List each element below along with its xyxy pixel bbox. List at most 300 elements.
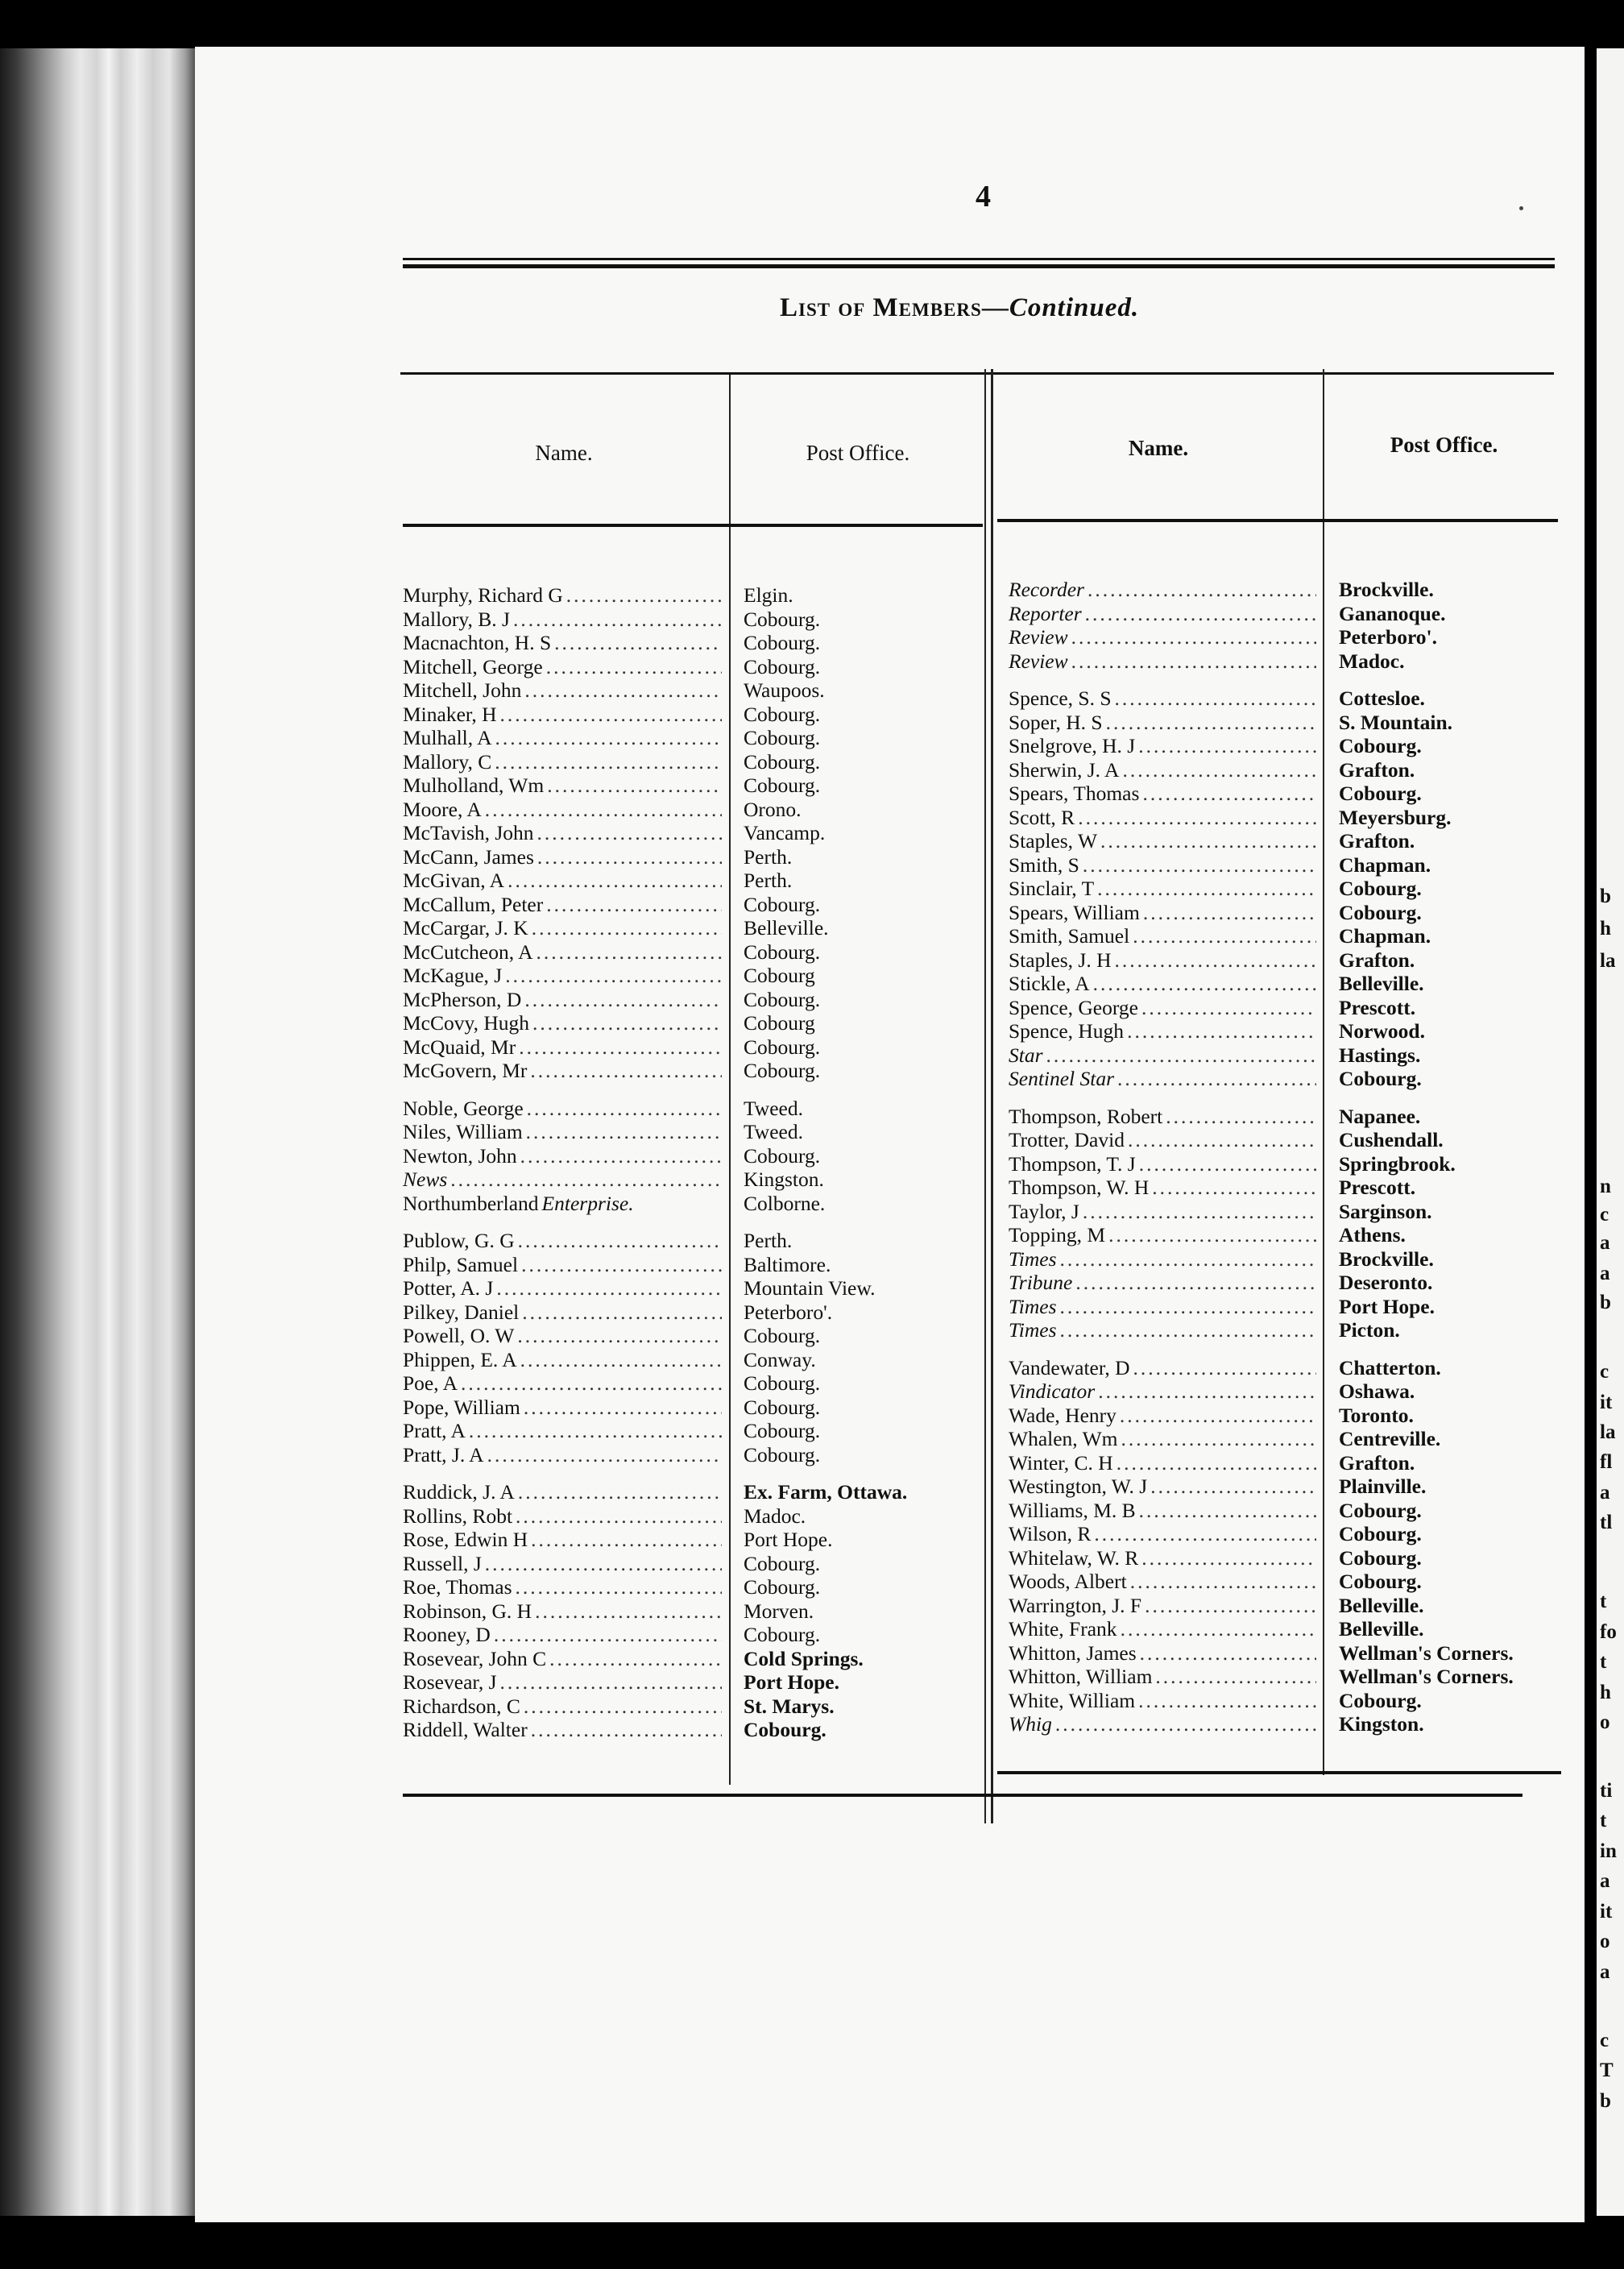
post-office: Cobourg. (1339, 1522, 1422, 1545)
member-name-row (403, 964, 722, 988)
member-name: Rosevear, J (403, 1670, 497, 1694)
dot-leader (1088, 578, 1316, 602)
member-name-row (403, 916, 722, 940)
dot-leader (1122, 758, 1316, 782)
post-office: Cobourg. (744, 1035, 821, 1059)
left-name-column (403, 583, 722, 1742)
member-name: Rose, Edwin H (403, 1528, 528, 1551)
member-name: Staples, J. H (1009, 948, 1112, 972)
member-name: McGivan, A (403, 869, 505, 892)
member-name: Mitchell, John (403, 678, 522, 702)
post-office: Port Hope. (744, 1528, 833, 1551)
group-spacer (744, 1466, 981, 1480)
member-name: Rooney, D (403, 1623, 491, 1646)
member-name: Reporter (1009, 601, 1082, 625)
facing-page-fragment: a (1600, 1263, 1610, 1284)
post-office: Conway. (744, 1347, 816, 1371)
post-office: Cobourg. (1339, 900, 1422, 924)
post-office: Cobourg. (744, 1718, 826, 1741)
member-name: Minaker, H (403, 702, 497, 726)
dot-leader (1094, 1522, 1316, 1546)
member-name-row (403, 1059, 722, 1083)
post-office: Cobourg. (744, 749, 821, 774)
member-name-row (403, 1324, 722, 1348)
member-name: Wade, Henry (1009, 1403, 1116, 1427)
post-office: Cobourg. (744, 607, 821, 631)
member-name: Star (1009, 1043, 1043, 1067)
member-name: Riddell, Walter (403, 1718, 528, 1741)
member-name-row (1009, 1665, 1316, 1689)
dot-leader (1116, 1451, 1316, 1475)
member-name-row (403, 1144, 722, 1168)
member-name: Spence, S. S (1009, 687, 1112, 710)
member-name: Times (1009, 1294, 1057, 1318)
member-name-row (403, 1694, 722, 1719)
post-office: Chatterton. (1339, 1355, 1441, 1379)
facing-page-fragment: it (1600, 1901, 1613, 1923)
member-name-row (1009, 1594, 1316, 1618)
post-office: Waupoos. (744, 678, 825, 702)
dot-leader (1121, 1617, 1316, 1641)
dot-leader (554, 631, 722, 655)
dot-leader (531, 1718, 722, 1742)
member-name-row (1009, 948, 1316, 973)
member-name-row (403, 988, 722, 1012)
dot-leader (1060, 1318, 1316, 1342)
dot-leader (1098, 1379, 1316, 1404)
member-name: Northumberland (403, 1191, 539, 1215)
post-office: Wellman's Corners. (1339, 1665, 1514, 1688)
dot-leader (1108, 1223, 1316, 1247)
dot-leader (469, 1419, 722, 1443)
group-spacer (1009, 1091, 1316, 1105)
dot-leader (485, 798, 722, 822)
dot-leader (536, 940, 722, 964)
member-name-row (1009, 734, 1316, 758)
post-office: Oshawa. (1339, 1379, 1415, 1403)
member-name: Mitchell, George (403, 654, 543, 678)
header-post-office-left: Post Office. (806, 441, 910, 465)
dot-leader (1141, 1546, 1316, 1570)
post-office: Cobourg. (1339, 734, 1422, 757)
member-name-row (403, 1504, 722, 1529)
post-office: Napanee. (1339, 1104, 1421, 1128)
dot-leader (532, 1011, 722, 1035)
dot-leader (505, 964, 722, 988)
member-name-row (403, 798, 722, 822)
facing-page-fragment: ti (1600, 1780, 1613, 1802)
member-name: Roe, Thomas (403, 1575, 512, 1599)
member-name-row (1009, 1271, 1316, 1295)
dot-leader (524, 1694, 722, 1719)
member-name: Woods, Albert (1009, 1570, 1127, 1593)
table-bottom-rule (403, 1794, 1522, 1797)
dot-leader (1055, 1712, 1316, 1736)
member-name-row (403, 1253, 722, 1277)
group-spacer (1339, 1091, 1560, 1105)
post-office: Perth. (744, 869, 793, 892)
group-spacer (1339, 673, 1560, 687)
member-name: Whig (1009, 1712, 1052, 1736)
member-name: Warrington, J. F (1009, 1593, 1142, 1617)
dot-leader (535, 1599, 722, 1624)
member-name-row (403, 1552, 722, 1576)
facing-page-fragment: o (1600, 1711, 1610, 1733)
dot-leader (526, 1120, 722, 1144)
facing-page-fragment: in (1600, 1840, 1617, 1862)
dot-leader (1097, 877, 1316, 901)
post-office: Cobourg. (744, 1575, 821, 1599)
post-office: Port Hope. (1339, 1294, 1435, 1318)
dot-leader (524, 1396, 722, 1420)
member-name-row (1009, 901, 1316, 925)
member-name-row (403, 1396, 722, 1420)
member-name: Whalen, Wm (1009, 1427, 1118, 1450)
member-name: Westington, W. J (1009, 1475, 1148, 1498)
post-office: Sarginson. (1339, 1199, 1432, 1223)
post-office: Cobourg. (744, 631, 821, 654)
member-name-row (1009, 1223, 1316, 1247)
dot-leader (1150, 1475, 1316, 1499)
member-name: Phippen, E. A (403, 1347, 517, 1371)
dot-leader (1093, 972, 1316, 996)
post-office: Morven. (744, 1599, 814, 1623)
member-name-row (403, 1035, 722, 1060)
post-office: Peterboro'. (1339, 625, 1438, 649)
member-name: Scott, R (1009, 805, 1075, 829)
member-name-row (403, 1300, 722, 1325)
member-name-row (1009, 649, 1316, 674)
dot-leader (1138, 734, 1316, 758)
post-office: Madoc. (1339, 649, 1405, 673)
post-office: Cobourg. (744, 1442, 821, 1466)
member-name: Thompson, T. J (1009, 1151, 1136, 1176)
post-office: Cobourg. (1339, 1498, 1422, 1522)
dot-leader (1071, 649, 1316, 674)
member-name: Spears, William (1009, 900, 1140, 924)
member-name: Thompson, W. H (1009, 1176, 1150, 1199)
member-name-row (1009, 1689, 1316, 1713)
dot-leader (1085, 602, 1316, 626)
facing-page-fragment: a (1600, 1482, 1610, 1504)
member-name-row (1009, 782, 1316, 806)
header-name-left: Name. (535, 441, 593, 465)
post-office: Belleville. (744, 916, 829, 940)
member-name: Vandewater, D (1009, 1355, 1130, 1379)
dot-leader (546, 893, 722, 917)
dot-leader (566, 583, 722, 608)
member-name-row (1009, 1019, 1316, 1043)
member-name-row (1009, 853, 1316, 877)
member-name: Review (1009, 649, 1068, 673)
member-name: Recorder (1009, 578, 1084, 601)
dot-leader (524, 678, 722, 703)
member-name: Pope, William (403, 1395, 520, 1419)
member-name-row (403, 583, 722, 608)
post-office: Cold Springs. (744, 1646, 864, 1670)
post-office: Mountain View. (744, 1276, 876, 1300)
post-office: Norwood. (1339, 1019, 1425, 1043)
member-name: Soper, H. S (1009, 710, 1103, 734)
dot-leader (518, 1480, 722, 1504)
dot-leader (1071, 625, 1316, 649)
dot-leader (522, 1300, 722, 1325)
member-name: McPherson, D (403, 987, 522, 1011)
post-office: Cobourg. (744, 1419, 821, 1442)
member-name: Macnachton, H. S (403, 631, 552, 654)
facing-page-fragment: tl (1600, 1512, 1613, 1533)
member-name-row (1009, 1043, 1316, 1068)
member-name-row (403, 1599, 722, 1624)
member-name-row (1009, 602, 1316, 626)
dot-leader (1121, 1427, 1316, 1451)
post-office: Cobourg. (744, 726, 821, 749)
dot-leader (1142, 782, 1316, 806)
dot-leader (1060, 1247, 1316, 1271)
post-office: Peterboro'. (744, 1300, 833, 1324)
group-spacer (1009, 1342, 1316, 1356)
member-name: McCann, James (403, 844, 534, 869)
dot-leader (1152, 1176, 1316, 1200)
dot-leader (1046, 1043, 1316, 1068)
post-office: Plainville. (1339, 1475, 1427, 1498)
dot-leader (1130, 1570, 1316, 1594)
member-name-row (403, 1670, 722, 1694)
member-name-row (1009, 1404, 1316, 1428)
member-name-row (1009, 924, 1316, 948)
member-name-row (1009, 829, 1316, 853)
member-name-row (1009, 877, 1316, 901)
member-name-row (403, 1097, 722, 1121)
member-name: Ruddick, J. A (403, 1480, 515, 1504)
dot-leader (1133, 924, 1316, 948)
member-name: Sinclair, T (1009, 877, 1095, 900)
facing-page-edge (1597, 48, 1624, 2216)
member-name-row (1009, 1105, 1316, 1129)
post-office: Grafton. (1339, 757, 1415, 782)
member-name: Pratt, J. A (403, 1442, 484, 1466)
dot-leader (516, 1575, 722, 1599)
post-office: Cobourg (744, 964, 815, 987)
member-name-row (1009, 1451, 1316, 1475)
member-name-row (1009, 1067, 1316, 1091)
member-name-row (1009, 1712, 1316, 1736)
facing-page-fragment: c (1600, 1204, 1610, 1226)
member-name: Smith, S (1009, 852, 1079, 877)
member-name: Trotter, David (1009, 1128, 1125, 1151)
post-office: Cobourg. (744, 702, 821, 726)
member-name-row (403, 821, 722, 845)
member-name-row (403, 893, 722, 917)
member-name: Rollins, Robt (403, 1504, 513, 1528)
member-name-row (1009, 1546, 1316, 1570)
dot-leader (530, 1059, 722, 1083)
member-name-row (1009, 996, 1316, 1020)
dot-leader (485, 1552, 722, 1576)
dot-leader (1141, 996, 1316, 1020)
facing-page-fragment: n (1600, 1176, 1611, 1197)
member-name: Snelgrove, H. J (1009, 734, 1136, 757)
book-binding-edge (0, 48, 195, 2216)
member-name-row (403, 655, 722, 679)
member-name-row (403, 1718, 722, 1742)
dot-leader (1128, 1128, 1316, 1152)
member-name: Mulholland, Wm (403, 774, 545, 797)
post-office: Cobourg. (744, 1324, 821, 1347)
member-name-row (403, 1480, 722, 1504)
member-name-row (1009, 1499, 1316, 1523)
dot-leader (513, 608, 722, 632)
member-name: Times (1009, 1246, 1057, 1271)
member-name-row (1009, 1295, 1316, 1319)
member-name-row (1009, 1176, 1316, 1200)
member-name-row (403, 1192, 722, 1216)
header-name-right: Name. (1128, 436, 1189, 460)
member-name-row (403, 726, 722, 750)
member-name: Smith, Samuel (1009, 924, 1130, 948)
dot-leader (1139, 1152, 1316, 1176)
post-office: Grafton. (1339, 948, 1415, 972)
post-office: Cushendall. (1339, 1128, 1444, 1151)
member-name: Thompson, Robert (1009, 1104, 1163, 1128)
member-name: Newton, John (403, 1143, 517, 1168)
member-name-row (1009, 1356, 1316, 1380)
facing-page-fragment: h (1600, 918, 1611, 940)
member-name: Taylor, J (1009, 1199, 1079, 1223)
dot-leader (1115, 687, 1317, 711)
post-office: S. Mountain. (1339, 710, 1452, 734)
facing-page-fragment: it (1600, 1392, 1613, 1413)
member-name-row (1009, 578, 1316, 602)
post-office: Colborne. (744, 1191, 826, 1215)
member-name-row (1009, 1379, 1316, 1404)
member-name-row (1009, 1475, 1316, 1499)
post-office: Cobourg. (744, 1059, 821, 1082)
post-office: Meyersburg. (1339, 805, 1452, 829)
post-office: Grafton. (1339, 1450, 1415, 1475)
dot-leader (518, 1229, 722, 1253)
right-name-column (1009, 578, 1316, 1736)
dot-leader (496, 1276, 722, 1300)
dot-leader (1166, 1105, 1316, 1129)
facing-page-fragment: a (1600, 1961, 1610, 1983)
member-name-row (1009, 1617, 1316, 1641)
member-name-row (403, 1419, 722, 1443)
member-name-row (403, 1229, 722, 1253)
member-name-row (403, 1011, 722, 1035)
member-name: Powell, O. W (403, 1324, 515, 1347)
post-office: Cobourg. (744, 892, 821, 916)
member-name-row (1009, 1641, 1316, 1665)
post-office: Elgin. (744, 583, 793, 607)
facing-page-fragment: la (1600, 950, 1616, 972)
header-post-office-right: Post Office. (1390, 433, 1498, 457)
member-name-row (403, 1575, 722, 1599)
top-rule-thick (403, 264, 1555, 268)
facing-page-fragment: t (1600, 1810, 1607, 1831)
member-name-row (1009, 1128, 1316, 1152)
dot-leader (500, 1670, 722, 1694)
post-office: Ex. Farm, Ottawa. (744, 1480, 908, 1504)
dot-leader (1155, 1665, 1316, 1689)
member-name-row (1009, 711, 1316, 735)
member-name-row (403, 1120, 722, 1144)
post-office: Cobourg. (744, 774, 821, 797)
member-name: Spence, Hugh (1009, 1019, 1125, 1043)
member-name: Poe, A (403, 1371, 458, 1395)
dot-leader (524, 988, 722, 1012)
post-office: Cobourg. (744, 654, 821, 678)
member-name: Spears, Thomas (1009, 782, 1140, 805)
member-name: Times (1009, 1318, 1057, 1342)
member-name: Mallory, C (403, 749, 492, 774)
post-office: Madoc. (744, 1504, 806, 1528)
facing-page-fragment: c (1600, 1361, 1610, 1383)
title-prefix: List of Members— (780, 293, 1009, 322)
member-name: Whitton, James (1009, 1641, 1137, 1665)
member-name: McCovy, Hugh (403, 1011, 530, 1035)
post-office: Kingston. (744, 1168, 824, 1191)
post-office: Prescott. (1339, 995, 1416, 1019)
facing-page-fragment: c (1600, 2030, 1610, 2051)
group-spacer (744, 1083, 981, 1097)
post-office: Hastings. (1339, 1043, 1421, 1067)
column-divider-3 (1323, 369, 1324, 1775)
dot-leader (1115, 948, 1317, 973)
post-office: Tweed. (744, 1120, 803, 1143)
dot-leader (520, 1348, 722, 1372)
dot-leader (508, 869, 722, 893)
dot-leader (450, 1168, 722, 1192)
member-name: Niles, William (403, 1120, 523, 1143)
dot-leader (495, 726, 722, 750)
member-name-row (403, 1348, 722, 1372)
member-name-row (403, 631, 722, 655)
member-name: Noble, George (403, 1096, 524, 1120)
member-name: Review (1009, 625, 1068, 649)
left-post-office-column (744, 583, 981, 1742)
member-name: McQuaid, Mr (403, 1035, 516, 1059)
facing-page-fragment: h (1600, 1682, 1611, 1703)
dot-leader (1078, 806, 1316, 830)
dot-leader (1120, 1404, 1316, 1428)
member-name-row (1009, 972, 1316, 996)
dot-leader (1140, 1641, 1316, 1665)
member-name: Pilkey, Daniel (403, 1300, 520, 1324)
member-name: McGovern, Mr (403, 1059, 528, 1082)
dot-leader (1138, 1689, 1316, 1713)
post-office: Cobourg. (744, 1551, 821, 1575)
post-office: Belleville. (1339, 1593, 1424, 1617)
post-office: Picton. (1339, 1318, 1400, 1342)
member-name-row (1009, 1200, 1316, 1224)
column-divider-2a (984, 369, 986, 1823)
member-name-row (403, 750, 722, 774)
member-name-row (1009, 1152, 1316, 1176)
member-name-row (1009, 1427, 1316, 1451)
dot-leader (1083, 1200, 1316, 1224)
post-office: Baltimore. (744, 1252, 831, 1276)
member-name: News (403, 1168, 448, 1191)
column-divider-2b (991, 369, 993, 1823)
post-office: Chapman. (1339, 852, 1431, 877)
post-office: Gananoque. (1339, 601, 1446, 625)
post-office: Athens. (1339, 1223, 1406, 1246)
dot-leader (1060, 1295, 1316, 1319)
member-name: Tribune (1009, 1271, 1073, 1294)
page-title (780, 293, 1139, 323)
post-office: Cobourg. (1339, 1067, 1422, 1090)
